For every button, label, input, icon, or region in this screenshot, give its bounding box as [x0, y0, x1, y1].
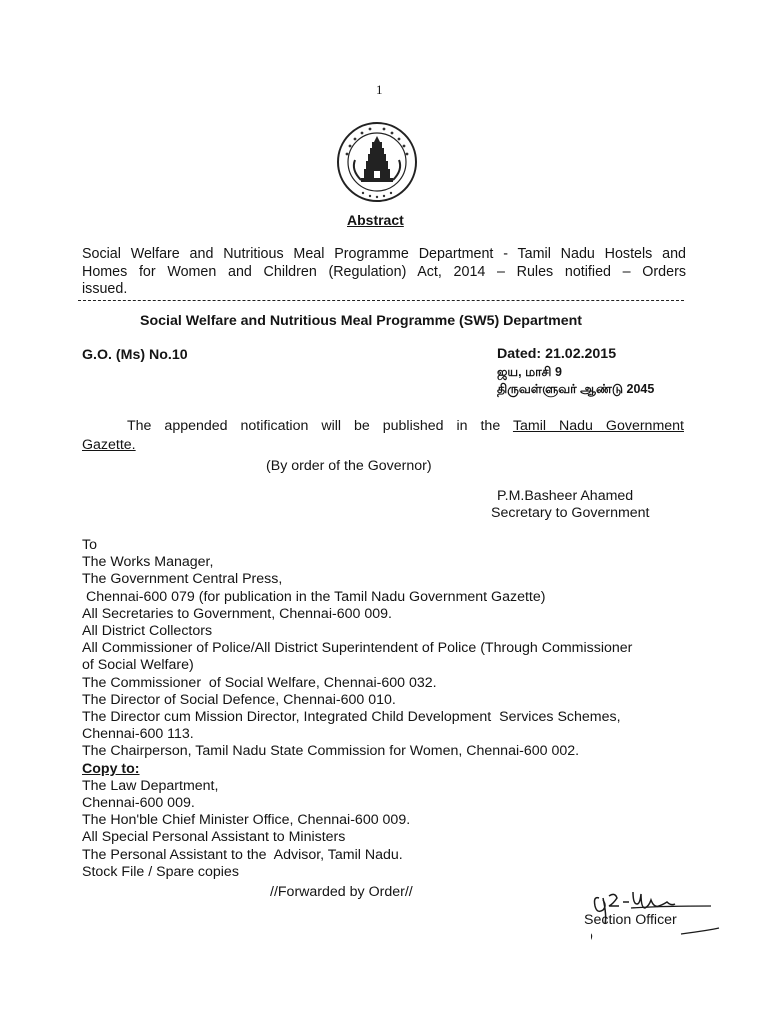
by-order-line: (By order of the Governor)	[266, 458, 432, 474]
recipient: The Director of Social Defence, Chennai-600 010.	[82, 691, 396, 708]
gazette-name-cont: Gazette.	[82, 437, 136, 453]
department-heading: Social Welfare and Nutritious Meal Programme (SW5) Department	[140, 313, 583, 329]
recipient: The Commissioner of Social Welfare, Chennai-600 032.	[82, 674, 437, 691]
subject-line: Homes for Women and Children (Regulation) Act, 2014 – Rules notified – Orders	[82, 263, 686, 280]
copy-recipient: Stock File / Spare copies	[82, 863, 239, 880]
notification-prefix: The appended notification will be published in the	[127, 418, 501, 434]
distribution-list	[82, 537, 692, 881]
recipient: All District Collectors	[82, 623, 213, 640]
recipient: The Works Manager,	[82, 554, 214, 571]
copy-recipient: The Law Department,	[82, 777, 219, 794]
dashed-divider	[78, 300, 684, 301]
page-number: 1	[376, 82, 383, 97]
recipient: of Social Welfare)	[82, 657, 194, 674]
recipient: The Government Central Press,	[82, 571, 283, 588]
tamil-date-line-2: திருவள்ளுவர் ஆண்டு 2045	[497, 382, 655, 396]
signer-title: Secretary to Government	[491, 505, 650, 521]
gazette-name: Tamil Nadu Government	[512, 418, 684, 434]
date: Dated: 21.02.2015	[497, 346, 617, 362]
tamil-date-line-1: ஜய, மாசி 9	[497, 365, 562, 379]
recipient: Chennai-600 079 (for publication in the Tamil Nadu Government Gazette)	[82, 588, 546, 605]
recipient: All Commissioner of Police/All District Superintendent of Police (Through Commissioner	[82, 640, 633, 657]
copy-recipient: All Special Personal Assistant to Ministers	[82, 829, 346, 846]
copy-recipient: Chennai-600 009.	[82, 795, 195, 812]
section-officer-label: Section Officer	[584, 912, 677, 928]
subject-line: Social Welfare and Nutritious Meal Programme Department - Tamil Nadu Hostels and	[82, 246, 686, 262]
forwarded-by-order: //Forwarded by Order//	[270, 884, 413, 900]
go-number: G.O. (Ms) No.10	[82, 347, 188, 363]
abstract-heading: Abstract	[347, 212, 404, 228]
tamil-nadu-emblem	[333, 120, 421, 204]
recipient: The Director cum Mission Director, Integrated Child Development Services Schemes,	[82, 709, 621, 726]
signer-name: P.M.Basheer Ahamed	[497, 488, 634, 504]
copy-to-label: Copy to:	[82, 760, 140, 777]
notification-paragraph	[82, 417, 684, 455]
subject-text	[82, 246, 686, 299]
recipient: All Secretaries to Government, Chennai-600 009.	[82, 605, 392, 622]
recipient: The Chairperson, Tamil Nadu State Commission for Women, Chennai-600 002.	[82, 743, 580, 760]
recipient: Chennai-600 113.	[82, 726, 194, 743]
copy-recipient: The Personal Assistant to the Advisor, Tamil Nadu.	[82, 846, 403, 863]
subject-line: issued.	[82, 281, 128, 297]
to-label: To	[82, 537, 97, 553]
copy-recipient: The Hon'ble Chief Minister Office, Chennai-600 009.	[82, 812, 411, 829]
